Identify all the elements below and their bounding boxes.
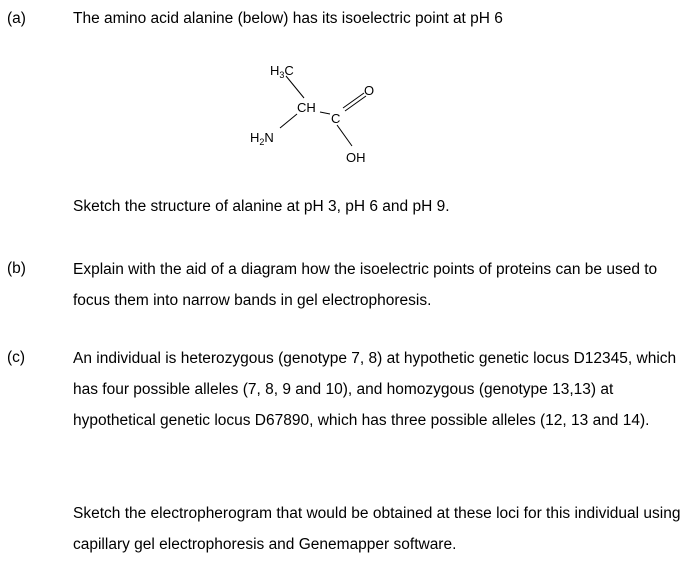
bond-c-o-double-2 — [345, 96, 366, 111]
carboxyl-carbon: C — [331, 111, 341, 126]
amine-group: $H_2N$ — [250, 130, 274, 147]
alanine-structure-diagram — [240, 52, 400, 172]
question-c-label: (c) — [7, 349, 26, 366]
methyl-group: $H_3C$ — [270, 63, 294, 80]
hydroxyl-group: OH — [346, 150, 366, 165]
question-a-label: (a) — [7, 10, 26, 27]
bond-methyl-ch — [286, 76, 304, 98]
bond-amine-ch — [280, 114, 297, 128]
question-a-task: Sketch the structure of alanine at pH 3, pH 6 and pH 9. — [73, 198, 450, 215]
bond-c-oh — [337, 125, 352, 146]
question-b-label: (b) — [7, 260, 26, 277]
bond-c-o-double-1 — [343, 93, 364, 108]
question-c-text: An individual is heterozygous (genotype 7, 8) at hypothetic genetic locus D12345, which has four possible alleles (7, 8, 9 and 10), and homozygous (genotype 13,13) at hypothetical genetic locus D67890, which has three possible alleles (12, 13 and 14). — [73, 350, 677, 429]
bond-ch-c — [320, 112, 330, 114]
question-a-intro: The amino acid alanine (below) has its isoelectric point at pH 6 — [73, 10, 503, 27]
question-c-task: Sketch the electropherogram that would be obtained at these loci for this individual using capillary gel electrophoresis and Genemapper software. — [73, 505, 681, 553]
carbonyl-oxygen: O — [364, 83, 375, 98]
alpha-carbon: CH — [297, 100, 316, 115]
question-b-text: Explain with the aid of a diagram how the isoelectric points of proteins can be used to focus them into narrow bands in gel electrophoresis. — [73, 261, 658, 309]
